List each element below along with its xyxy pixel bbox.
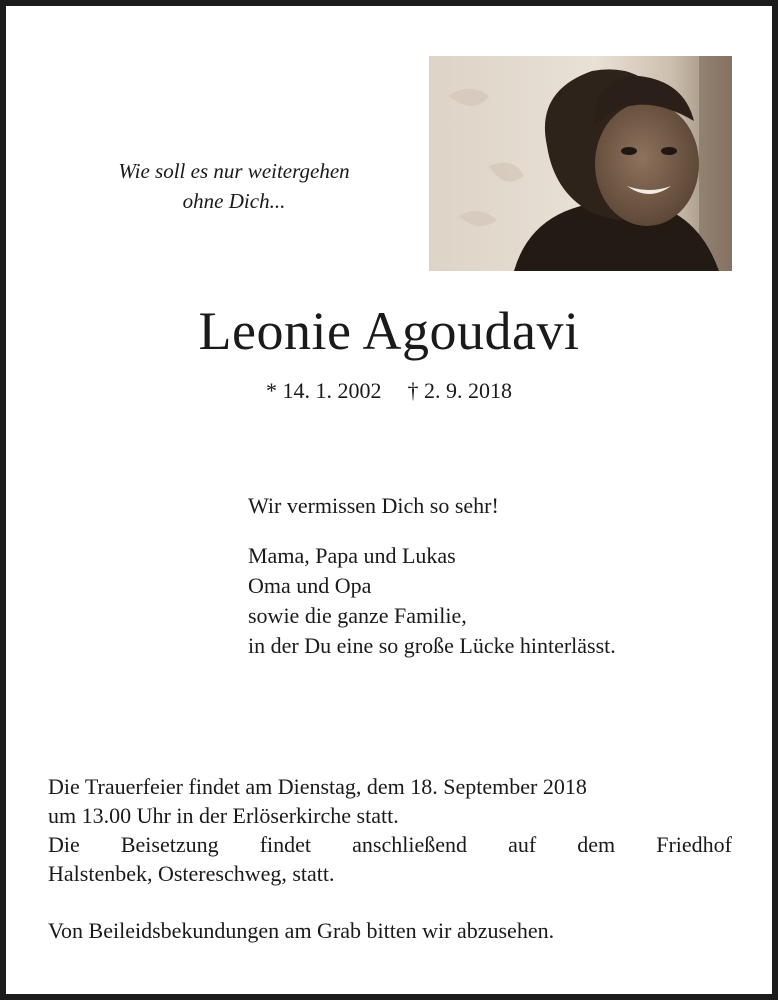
family-line: in der Du eine so große Lücke hinterlässt. [248,633,616,658]
closing-note: Von Beileidsbekundungen am Grab bitten wir abzusehen. [48,918,555,943]
birth-date: * 14. 1. 2002 [266,378,382,403]
deceased-name: Leonie Agoudavi [198,301,580,361]
service-line-2: um 13.00 Uhr in der Erlöserkirche statt. [48,803,399,828]
quote-line-1: Wie soll es nur weitergehen [118,159,350,183]
portrait-photo [429,56,732,271]
family-line: Oma und Opa [248,573,372,598]
quote [62,156,406,216]
quote-line-2: ohne Dich... [182,189,286,213]
life-dates [6,376,772,406]
family-signature [248,541,748,661]
service-info [48,772,732,888]
family-line: sowie die ganze Familie, [248,603,467,628]
service-line-4: Halstenbek, Ostereschweg, statt. [48,861,335,886]
family-line: Mama, Papa und Lukas [248,543,456,568]
miss-message: Wir vermissen Dich so sehr! [248,493,499,518]
death-date: † 2. 9. 2018 [407,378,512,403]
service-line-1: Die Trauerfeier findet am Dienstag, dem 18. September 2018 [48,774,587,799]
service-line-3: Die Beisetzung findet anschließend auf dem Friedhof [48,832,732,857]
